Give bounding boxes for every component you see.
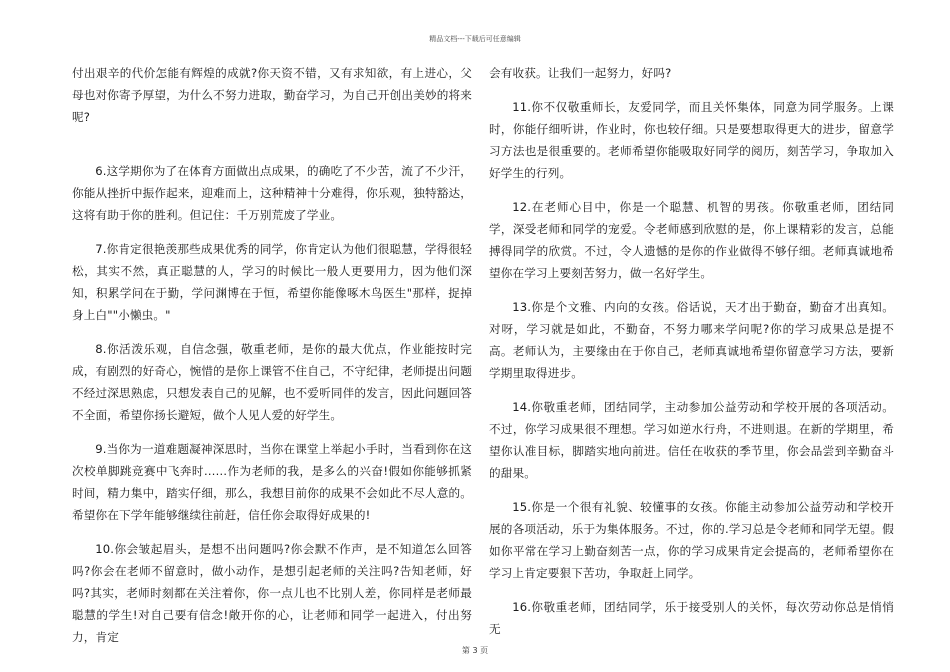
paragraph: 13.你是个文雅、内向的女孩。俗话说，天才出于勤奋，勤奋才出真知。对呀，学习就是如此，不勤奋，不努力哪来学问呢?你的学习成果总是提不高。老师认为，主要缘由在于你自己，老师真诚地希望你留意学习方法，要新学期里取得进步。 (489, 300, 894, 380)
paragraph: 9.当你为一道难题凝神深思时，当你在课堂上举起小手时，当看到你在这次校单脚跳竞赛中飞奔时……作为老师的我，是多么的兴奋!假如你能够抓紧时间，精力集中，踏实仔细，那么，我想目前你的成果不会如此不尽人意的。希望你在下学年能够继续往前赶，信任你会取得好成果的! (72, 442, 472, 522)
paragraph: 付出艰辛的代价怎能有辉煌的成就?你天资不错，又有求知欲，有上进心，父母也对你寄予厚望，为什么不努力进取，勤奋学习，为自己开创出美妙的将来呢? (72, 66, 472, 124)
paragraph: 16.你敬重老师，团结同学，乐于接受别人的关怀，每次劳动你总是悄悄无 (489, 600, 894, 636)
paragraph: 11.你不仅敬重师长，友爱同学，而且关怀集体，同意为同学服务。上课时，你能仔细听讲，作业时，你也较仔细。只是要想取得更大的进步，留意学习方法也是很重要的。老师希望你能吸取好同学的阅历，刻苦学习，争取加入好学生的行列。 (489, 100, 894, 180)
paragraph: 6.这学期你为了在体育方面做出点成果，的确吃了不少苦，流了不少汗，你能从挫折中振作起来，迎难而上，这种精神十分难得，你乐观，独特豁达，这将有助于你的胜利。但记住：千万别荒废了学业。 (72, 164, 472, 222)
page-header: 精品文档---下载后可任意编辑 (429, 35, 521, 43)
paragraph: 14.你敬重老师，团结同学，主动参加公益劳动和学校开展的各项活动。不过，你学习成果很不理想。学习如逆水行舟，不进则退。在新的学期里，希望你认准目标，脚踏实地向前进。信任在收获的季节里，你会品尝到辛勤奋斗的甜果。 (489, 400, 894, 480)
paragraph: 15.你是一个很有礼貌、较懂事的女孩。你能主动参加公益劳动和学校开展的各项活动，乐于为集体服务。不过，你的.学习总是令老师和同学无望。假如你平常在学习上勤奋刻苦一点，你的学习成果肯定会提高的，老师希望你在学习上肯定要狠下苦功，争取赶上同学。 (489, 500, 894, 580)
paragraph: 10.你会皱起眉头，是想不出问题吗?你会默不作声，是不知道怎么回答吗?你会在老师不留意时，做小动作，是想引起老师的关注吗?告知老师，好吗?其实，老师时刻都在关注着你，你一点儿也不比别人差，你同样是老师最聪慧的学生!对自己要有信念!敞开你的心，让老师和同学一起进入，付出努力，肯定 (72, 542, 472, 644)
left-column (72, 62, 472, 660)
paragraph: 7.你肯定很艳羡那些成果优秀的同学，你肯定认为他们很聪慧，学得很轻松，其实不然，真正聪慧的人，学习的时候比一般人更要用力，因为他们深知，积累学问在于勤，学问渊博在于恒，希望你能像啄木鸟医生"那样，捉掉身上白""小懒虫。" (72, 242, 472, 322)
paragraph: 12.在老师心目中，你是一个聪慧、机智的男孩。你敬重老师，团结同学，深受老师和同学的宠爱。令老师感到欣慰的是，你上课精彩的发言，总能搏得同学的欣赏。不过，令人遗憾的是你的作业做得不够仔细。老师真诚地希望你在学习上要刻苦努力，做一名好学生。 (489, 200, 894, 280)
blank-line (72, 140, 472, 160)
page-number: 第 3 页 (461, 646, 489, 655)
paragraph: 会有收获。让我们一起努力，好吗? (489, 66, 672, 80)
paragraph: 8.你活泼乐观，自信念强，敬重老师，是你的最大优点，作业能按时完成，有剧烈的好奇心，惋惜的是你上课管不住自己，不守纪律，老师提出问题不经过深思熟虑，只想发表自己的见解，也不爱听同伴的发言，因此问题回答不全面，希望你扬长避短，做个人见人爱的好学生。 (72, 342, 472, 422)
right-column (489, 62, 894, 652)
